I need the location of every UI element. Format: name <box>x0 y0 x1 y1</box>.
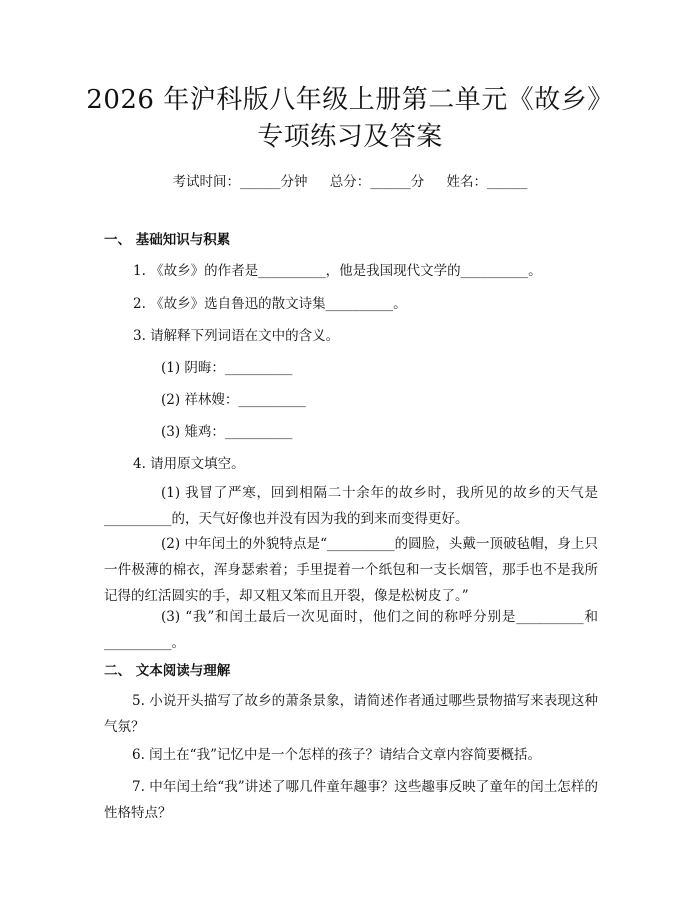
exam-time-field: 考试时间：______分钟 <box>172 174 308 190</box>
question-3-item-3: (3) 雉鸡：__________ <box>161 424 293 440</box>
exam-score-field: 总分：______分 <box>329 174 425 190</box>
question-6: 6. 闰土在“我”记忆中是一个怎样的孩子？请结合文章内容简要概括。 <box>132 747 541 763</box>
question-3-item-1: (1) 阴晦：__________ <box>161 360 293 376</box>
question-3: 3. 请解释下列词语在文中的含义。 <box>133 328 340 344</box>
question-5: 5. 小说开头描写了故乡的萧条景象，请简述作者通过哪些景物描写来表现这种气氛？ <box>104 693 598 735</box>
section-1-heading: 一、 基础知识与积累 <box>104 232 231 248</box>
question-2: 2. 《故乡》选自鲁迅的散文诗集__________。 <box>133 296 407 312</box>
document-title-line-2: 专项练习及答案 <box>257 122 443 152</box>
question-4-sub-2: (2) 中年闰土的外貌特点是“__________的圆脸，头戴一顶破毡帽，身上只一件极薄的棉衣，浑身瑟索着；手里提着一个纸包和一支长烟管，那手也不是我所记得的红活圆实的手，却又粗又笨而且开裂，像是松树皮了。” <box>104 536 598 604</box>
question-4-sub-3: (3) “我”和闰土最后一次见面时，他们之间的称呼分别是__________和__________。 <box>104 609 598 651</box>
document-title-line-1: 2026 年沪科版八年级上册第二单元《故乡》 <box>86 85 614 115</box>
exam-name-field: 姓名：______ <box>446 174 528 190</box>
question-1: 1. 《故乡》的作者是__________，他是我国现代文学的__________。 <box>133 263 542 279</box>
section-2-heading: 二、 文本阅读与理解 <box>104 663 231 679</box>
question-4: 4. 请用原文填空。 <box>133 456 245 472</box>
question-4-sub-1: (1) 我冒了严寒，回到相隔二十余年的故乡时，我所见的故乡的天气是__________的，天气好像也并没有因为我的到来而变得更好。 <box>104 485 598 527</box>
exam-info-line <box>0 170 700 190</box>
question-7: 7. 中年闰土给“我”讲述了哪几件童年趣事？这些趣事反映了童年的闰土怎样的性格特点？ <box>104 779 598 821</box>
question-3-item-2: (2) 祥林嫂：__________ <box>161 392 306 408</box>
